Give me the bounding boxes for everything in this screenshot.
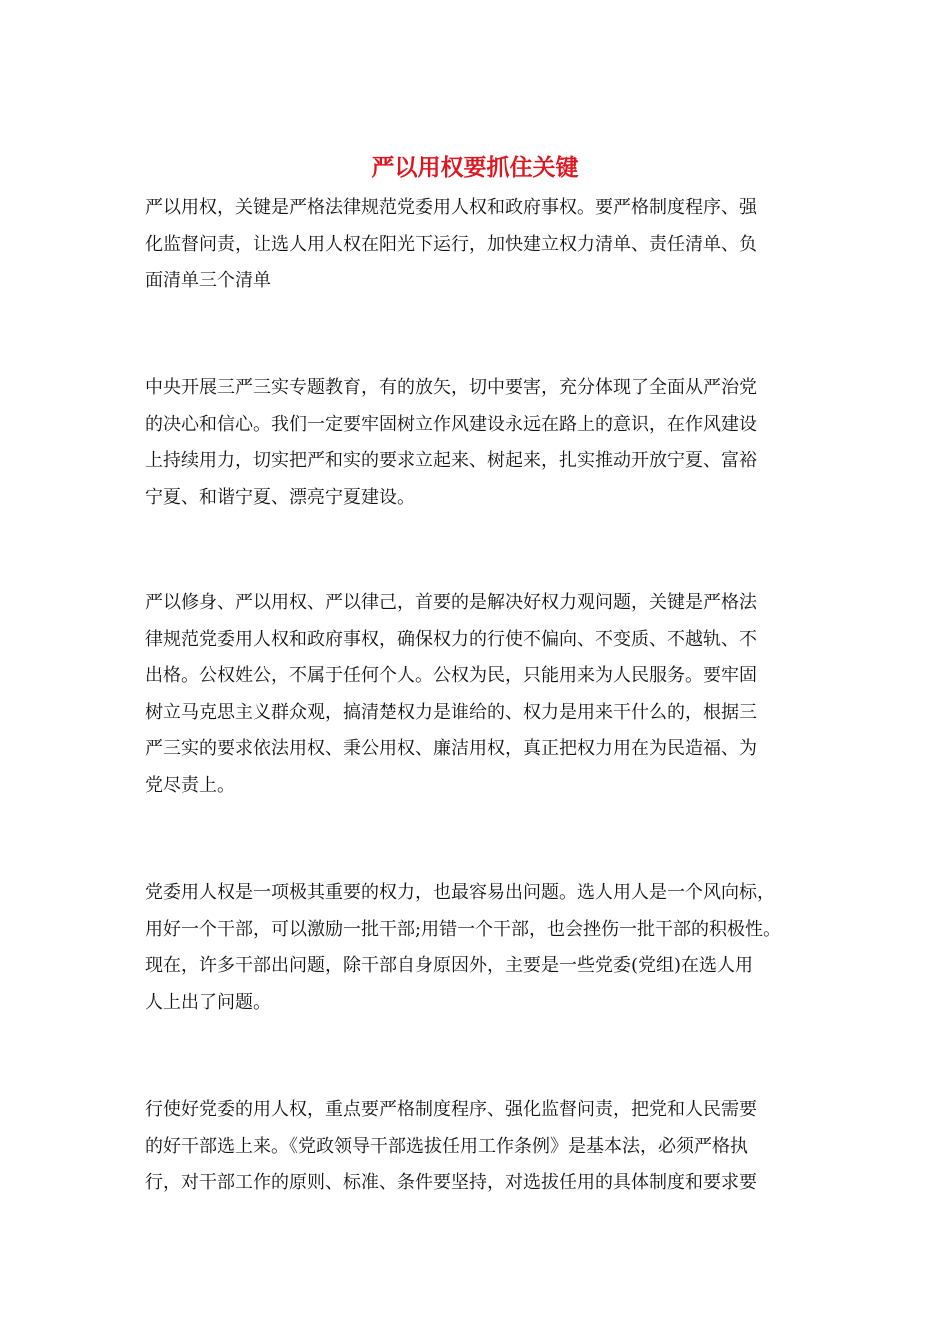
paragraph-line: 出格。公权姓公，不属于任何个人。公权为民，只能用来为人民服务。要牢固: [145, 665, 757, 686]
paragraph-line: 严三实的要求依法用权、秉公用权、廉洁用权，真正把权力用在为民造福、为: [145, 738, 757, 759]
paragraph-line: 面清单三个清单: [145, 270, 271, 291]
paragraph-line: 行使好党委的用人权，重点要严格制度程序、强化监督问责，把党和人民需要: [145, 1099, 757, 1120]
paragraph-5: [145, 1092, 815, 1202]
paragraph-line: 上持续用力，切实把严和实的要求立起来、树起来，扎实推动开放宁夏、富裕: [145, 450, 757, 471]
paragraph-4: [145, 875, 815, 1021]
paragraph-line: 党委用人权是一项极其重要的权力，也最容易出问题。选人用人是一个风向标，: [145, 882, 775, 903]
paragraph-line: 的好干部选上来。《党政领导干部选拔任用工作条例》是基本法，必须严格执: [145, 1135, 748, 1157]
paragraph-line: 的决心和信心。我们一定要牢固树立作风建设永远在路上的意识，在作风建设: [145, 413, 757, 435]
paragraph-2: [145, 370, 815, 516]
paragraph-line: 宁夏、和谐宁夏、漂亮宁夏建设。: [145, 486, 415, 508]
paragraph-line: 化监督问责，让选人用人权在阳光下运行，加快建立权力清单、责任清单、负: [145, 233, 757, 255]
paragraph-line: 现在，许多干部出问题，除干部自身原因外，主要是一些党委(党组)在选人用: [145, 955, 754, 976]
paragraph-line: 律规范党委用人权和政府事权，确保权力的行使不偏向、不变质、不越轨、不: [145, 628, 757, 650]
paragraph-1: [145, 190, 815, 300]
paragraph-line: 行，对干部工作的原则、标准、条件要坚持，对选拔任用的具体制度和要求要: [145, 1172, 757, 1193]
paragraph-line: 用好一个干部，可以激励一批干部;用错一个干部，也会挫伤一批干部的积极性。: [145, 918, 782, 940]
document-title: 严以用权要抓住关键: [371, 154, 579, 181]
paragraph-line: 党尽责上。: [145, 774, 235, 796]
paragraph-line: 人上出了问题。: [145, 991, 271, 1013]
paragraph-line: 严以修身、严以用权、严以律己，首要的是解决好权力观问题，关键是严格法: [145, 592, 757, 613]
paragraph-line: 中央开展三严三实专题教育，有的放矢，切中要害，充分体现了全面从严治党: [145, 377, 757, 398]
paragraph-3: [145, 585, 815, 804]
paragraph-line: 严以用权，关键是严格法律规范党委用人权和政府事权。要严格制度程序、强: [145, 197, 757, 218]
paragraph-line: 树立马克思主义群众观，搞清楚权力是谁给的、权力是用来干什么的，根据三: [145, 701, 757, 723]
